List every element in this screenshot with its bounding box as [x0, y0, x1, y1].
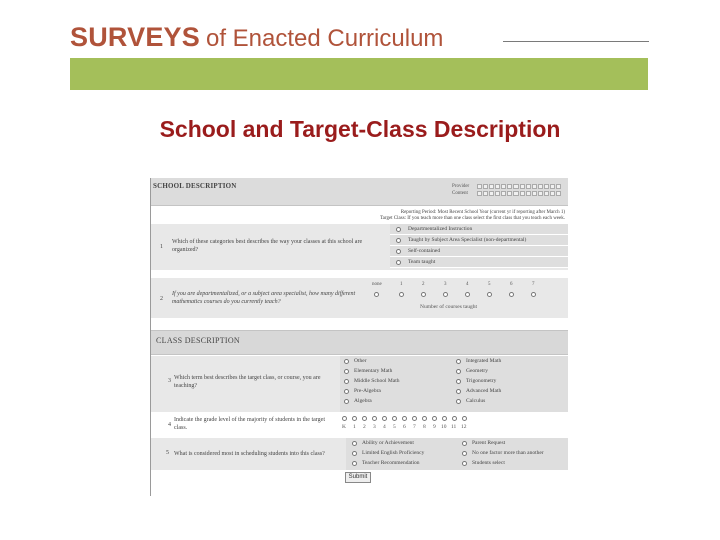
- content-id-boxes[interactable]: [477, 191, 561, 196]
- radio-icon[interactable]: [344, 359, 349, 364]
- question-5-number: 5: [166, 450, 169, 456]
- question-3-number: 3: [168, 378, 171, 384]
- screenshot-left-border: [150, 178, 151, 496]
- radio-icon[interactable]: [487, 292, 492, 297]
- radio-icon[interactable]: [396, 238, 401, 243]
- q1-option-specialist[interactable]: Taught by Subject Area Specialist (non-departmental): [390, 235, 568, 246]
- submit-button[interactable]: Submit: [345, 472, 371, 483]
- radio-icon[interactable]: [342, 416, 347, 421]
- class-section-title: CLASS DESCRIPTION: [156, 336, 241, 345]
- target-class-note: Target Class: If you teach more than one class select the first class that you teach each week.: [379, 216, 565, 221]
- slide-title: School and Target-Class Description: [159, 116, 561, 142]
- radio-icon[interactable]: [392, 416, 397, 421]
- radio-icon[interactable]: [402, 416, 407, 421]
- grade-label: 10: [441, 424, 447, 430]
- brand-wordmark: [70, 22, 443, 56]
- radio-icon[interactable]: [382, 416, 387, 421]
- scale-label: 3: [444, 282, 447, 287]
- radio-icon[interactable]: [456, 379, 461, 384]
- provider-id-boxes[interactable]: [477, 184, 561, 189]
- header-green-bar: [70, 58, 648, 90]
- scale-label: 1: [400, 282, 403, 287]
- question-4-text: Indicate the grade level of the majority of students in the target class.: [174, 417, 326, 431]
- radio-icon[interactable]: [352, 451, 357, 456]
- radio-icon[interactable]: [462, 416, 467, 421]
- radio-icon[interactable]: [456, 389, 461, 394]
- radio-icon[interactable]: [372, 416, 377, 421]
- question-5-options: Ability or Achievement Limited English Proficiency Teacher Recommendation Parent Request No one factor more than another Students select: [346, 438, 568, 470]
- radio-icon[interactable]: [396, 260, 401, 265]
- radio-icon[interactable]: [412, 416, 417, 421]
- radio-icon[interactable]: [344, 389, 349, 394]
- radio-icon[interactable]: [396, 249, 401, 254]
- question-1-row: [150, 224, 568, 270]
- radio-icon[interactable]: [432, 416, 437, 421]
- radio-icon[interactable]: [344, 369, 349, 374]
- radio-icon[interactable]: [465, 292, 470, 297]
- radio-icon[interactable]: [352, 416, 357, 421]
- scale-label: 7: [532, 282, 535, 287]
- radio-icon[interactable]: [352, 461, 357, 466]
- grade-label: 7: [413, 424, 416, 430]
- radio-icon[interactable]: [462, 441, 467, 446]
- radio-icon[interactable]: [374, 292, 379, 297]
- class-description-header: [150, 330, 568, 355]
- grade-label: 1: [353, 424, 356, 430]
- grade-label: K: [342, 424, 346, 430]
- grade-label: 12: [461, 424, 467, 430]
- grade-label: 8: [423, 424, 426, 430]
- radio-icon[interactable]: [531, 292, 536, 297]
- q1-option-team-taught[interactable]: Team taught: [390, 257, 568, 268]
- question-4-grade-labels: [342, 424, 568, 432]
- radio-icon[interactable]: [443, 292, 448, 297]
- radio-icon[interactable]: [344, 379, 349, 384]
- scale-label: 6: [510, 282, 513, 287]
- question-5-text: What is considered most in scheduling students into this class?: [174, 451, 325, 457]
- question-3-options: Other Elementary Math Middle School Math Pre-Algebra Algebra Integrated Math Geometry Trigonometry Advanced Math Calculus: [340, 356, 568, 412]
- radio-icon[interactable]: [421, 292, 426, 297]
- radio-icon[interactable]: [456, 369, 461, 374]
- radio-icon[interactable]: [462, 461, 467, 466]
- school-description-header: [150, 178, 568, 206]
- radio-icon[interactable]: [442, 416, 447, 421]
- question-3-text: Which term best describes the target class, or course, you are teaching?: [174, 375, 321, 389]
- provider-label: Provider: [452, 184, 470, 189]
- question-1-number: 1: [160, 244, 163, 250]
- scale-label: none: [372, 282, 382, 287]
- question-1-options: [390, 224, 568, 268]
- radio-icon[interactable]: [362, 416, 367, 421]
- grade-label: 4: [383, 424, 386, 430]
- header-rule: [503, 41, 649, 42]
- radio-icon[interactable]: [452, 416, 457, 421]
- question-4-grade-radios: [342, 416, 568, 422]
- question-2-caption: Number of courses taught: [420, 304, 477, 310]
- school-section-title: SCHOOL DESCRIPTION: [153, 182, 237, 190]
- question-2-scale-labels: [360, 282, 560, 290]
- grade-label: 5: [393, 424, 396, 430]
- scale-label: 2: [422, 282, 425, 287]
- question-2-text: If you are departmentalized, or a subject area specialist, how many different mathematics courses do you currently teach?: [172, 291, 356, 305]
- grade-label: 9: [433, 424, 436, 430]
- q1-option-departmentalized[interactable]: Departmentalized Instruction: [390, 224, 568, 235]
- reporting-period-text: Reporting Period: Most Recent School Year (current yr if reporting after March 1): [400, 210, 565, 215]
- radio-icon[interactable]: [399, 292, 404, 297]
- question-2-scale-radios: [360, 292, 560, 298]
- survey-form-screenshot: [150, 178, 568, 496]
- grade-label: 6: [403, 424, 406, 430]
- radio-icon[interactable]: [344, 399, 349, 404]
- radio-icon[interactable]: [509, 292, 514, 297]
- content-label: Content: [452, 191, 468, 196]
- radio-icon[interactable]: [396, 227, 401, 232]
- brand-light-text: of Enacted Curriculum: [205, 25, 444, 52]
- grade-label: 11: [451, 424, 457, 430]
- radio-icon[interactable]: [422, 416, 427, 421]
- radio-icon[interactable]: [352, 441, 357, 446]
- radio-icon[interactable]: [462, 451, 467, 456]
- scale-label: 5: [488, 282, 491, 287]
- scale-label: 4: [466, 282, 469, 287]
- grade-label: 2: [363, 424, 366, 430]
- question-2-number: 2: [160, 296, 163, 302]
- radio-icon[interactable]: [456, 359, 461, 364]
- question-1-text: Which of these categories best describes the way your classes at this school are organized?: [172, 239, 363, 253]
- brand-strong-text: SURVEYS: [70, 22, 200, 52]
- q1-option-self-contained[interactable]: Self-contained: [390, 246, 568, 257]
- question-4-number: 4: [168, 422, 171, 428]
- radio-icon[interactable]: [456, 399, 461, 404]
- grade-label: 3: [373, 424, 376, 430]
